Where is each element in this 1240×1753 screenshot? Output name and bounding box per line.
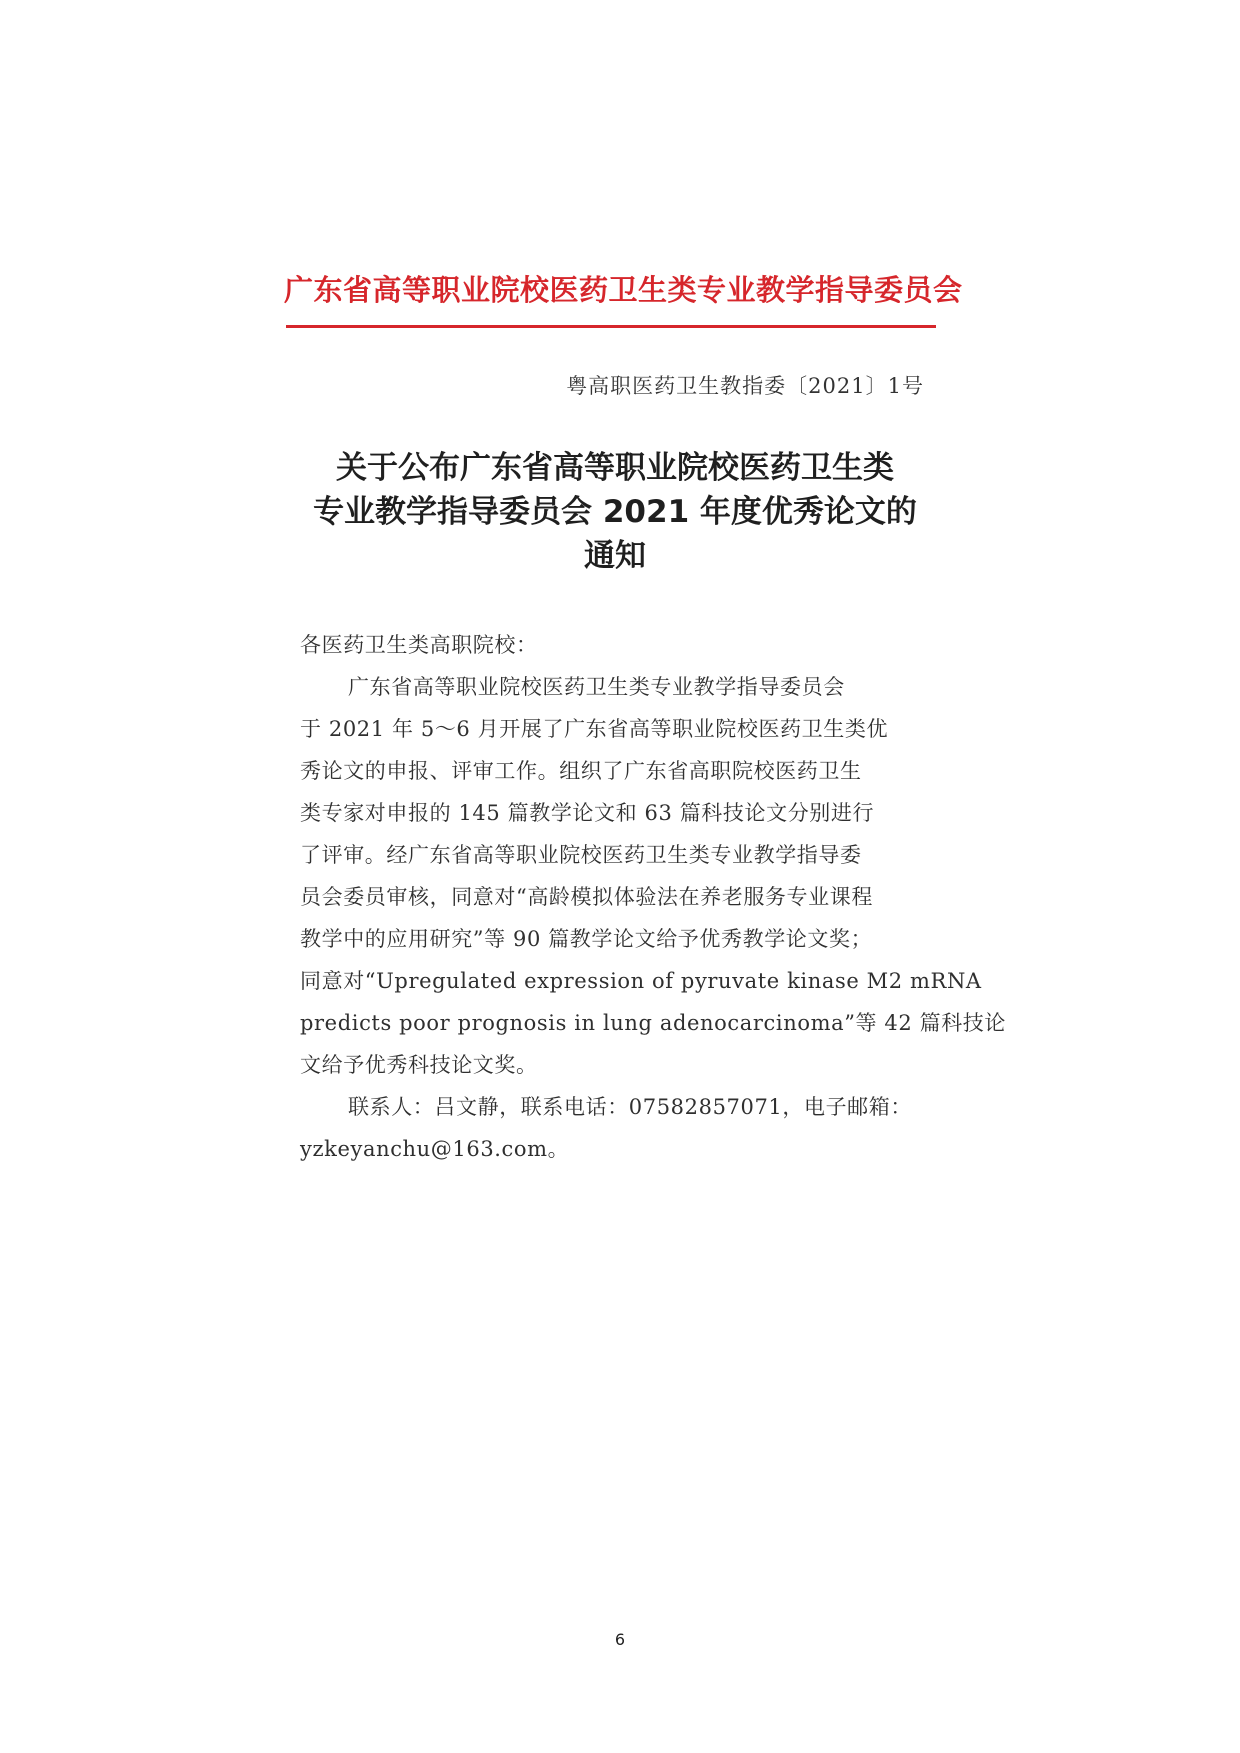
paragraph-line: 类专家对申报的 145 篇教学论文和 63 篇科技论文分别进行 <box>300 801 875 825</box>
title-line-3: 通知 <box>584 538 646 574</box>
document-number: 粤高职医药卫生教指委〔2021〕1号 <box>566 374 924 398</box>
paragraph-line: 文给予优秀科技论文奖。 <box>300 1053 538 1077</box>
organization-header: 广东省高等职业院校医药卫生类专业教学指导委员会 <box>284 273 963 307</box>
paragraph-line: 员会委员审核，同意对“高龄模拟体验法在养老服务专业课程 <box>300 885 873 909</box>
paragraph-line: predicts poor prognosis in lung adenocarcinoma”等 42 篇科技论 <box>300 1011 1007 1035</box>
paragraph-line: 秀论文的申报、评审工作。组织了广东省高职院校医药卫生 <box>300 759 862 783</box>
paragraph-line: 教学中的应用研究”等 90 篇教学论文给予优秀教学论文奖； <box>300 927 873 951</box>
contact-email-line: yzkeyanchu@163.com。 <box>300 1137 570 1161</box>
paragraph-line: 同意对“Upregulated expression of pyruvate kinase M2 mRNA <box>300 969 982 993</box>
paragraph-line: 于 2021 年 5～6 月开展了广东省高等职业院校医药卫生类优 <box>300 717 889 741</box>
contact-line: 联系人：吕文静，联系电话：07582857071，电子邮箱： <box>348 1095 912 1119</box>
title-line-1: 关于公布广东省高等职业院校医药卫生类 <box>336 450 894 486</box>
title-line-2: 专业教学指导委员会 2021 年度优秀论文的 <box>313 494 917 530</box>
header-divider <box>286 325 936 328</box>
notice-body <box>300 624 1007 1170</box>
page-number: 6 <box>614 1630 626 1649</box>
paragraph-line: 广东省高等职业院校医药卫生类专业教学指导委员会 <box>348 675 845 699</box>
paragraph-line: 了评审。经广东省高等职业院校医药卫生类专业教学指导委 <box>300 843 862 867</box>
notice-title <box>290 446 940 578</box>
salutation: 各医药卫生类高职院校： <box>300 633 538 657</box>
